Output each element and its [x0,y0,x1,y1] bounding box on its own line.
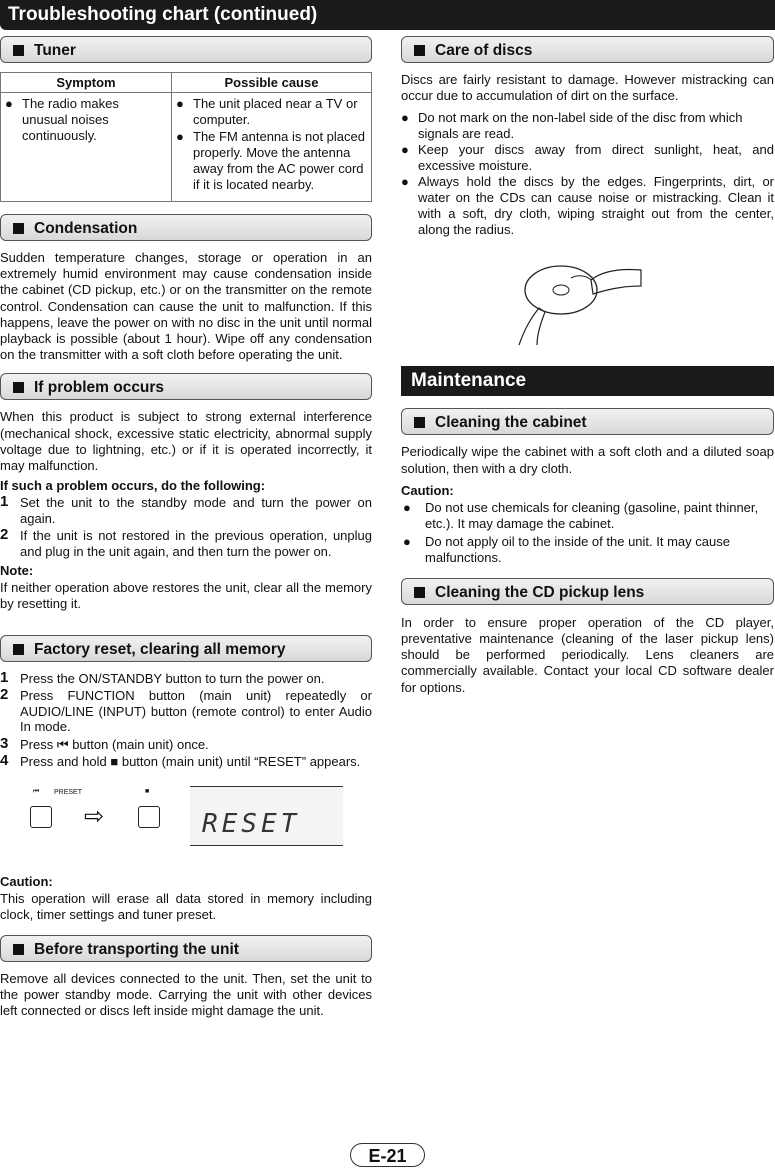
list-item: 2 Press FUNCTION button (main unit) repeatedly or AUDIO/LINE (INPUT) button (remote control) to enter Audio In mode. [0,686,372,735]
tuner-table [0,72,372,202]
factory-caution-text: This operation will erase all data stored in memory including clock, timer settings and tuner preset. [0,890,372,922]
left-column [0,36,372,1024]
page-number: E-21 [350,1143,425,1167]
condensation-heading: Condensation [0,214,372,241]
problem-subheading: If such a problem occurs, do the following: [0,478,266,494]
factory-heading: Factory reset, clearing all memory [0,635,372,662]
list-item: 2 If the unit is not restored in the previous operation, unplug and plug in the unit again, and then turn the power on. [0,526,372,559]
transport-heading: Before transporting the unit [0,935,372,962]
discs-intro: Discs are fairly resistant to damage. However mistracking can occur due to accumulation of dirt on the surface. [401,72,774,104]
preset-button [30,806,52,828]
factory-steps [0,668,372,770]
page-title: Troubleshooting chart (continued) [0,0,775,30]
discs-bullet-2: ● Keep your discs away from direct sunlight, heat, and excessive moisture. [401,142,774,174]
discs-bullet-3: ● Always hold the discs by the edges. Fingerprints, dirt, or water on the CDs can cause noise or mistracking. Clean it with a soft, dry cloth, wiping straight out from the center, along the radius. [401,174,774,238]
cause-1: ● The unit placed near a TV or computer. [176,96,367,128]
discs-bullet-1: ● Do not mark on the non-label side of the disc from which signals are read. [401,110,774,142]
lens-heading: Cleaning the CD pickup lens [401,578,774,605]
list-item: 1 Press the ON/STANDBY button to turn the power on. [0,668,325,686]
arrow-right-icon: ⇨ [84,802,105,830]
note-label: Note: [0,563,34,579]
tuner-heading: Tuner [0,36,372,63]
lens-text: In order to ensure proper operation of the CD player, preventative maintenance (cleaning of the laser pickup lens) should be performed periodically. Lens cleaners are commercially available. Contact your local CD software dealer for options. [401,614,774,695]
cabinet-caution-list [401,500,774,566]
list-item: 3 Press ⏮ button (main unit) once. [0,734,209,752]
preset-label: PRESET [54,788,83,796]
stop-icon: ■ [110,754,119,770]
right-column [401,36,774,700]
cabinet-heading: Cleaning the cabinet [401,408,774,435]
stop-button [138,806,160,828]
condensation-text: Sudden temperature changes, storage or operation in an extremely humid environment may cause condensation inside the cabinet (CD pickup, etc.) or on the transmitter on the remote control. Condensation can cause the unit to malfunction. If this happens, leave the power on with no disc in the unit until normal playback is possible (about 1 hour). Wipe off any condensation on the transmitter with a soft cloth before operating the unit. [0,250,372,363]
symptom-text: ● The radio makes unusual noises continuously. [5,96,167,144]
skip-back-icon: ⏮ [56,736,69,752]
list-item: ● Do not use chemicals for cleaning (gasoline, paint thinner, etc.). It may damage the cabinet. [401,500,774,532]
symptom-header: Symptom [1,73,172,93]
cabinet-text: Periodically wipe the cabinet with a soft cloth and a diluted soap solution, then with a dry cloth. [401,444,774,476]
skip-back-icon: ⏮ [33,787,40,795]
cause-header: Possible cause [172,73,372,93]
maintenance-heading: Maintenance [401,366,774,396]
cause-2: ● The FM antenna is not placed properly. Move the antenna away from the AC power cord if it is located nearby. [176,129,367,193]
lcd-display: RESET [190,786,343,846]
cabinet-caution-label: Caution: [401,482,454,498]
list-item: 1 Set the unit to the standby mode and turn the power on again. [0,493,372,526]
disc-cleaning-illustration [401,250,774,350]
reset-figure [0,784,372,864]
note-text: If neither operation above restores the unit, clear all the memory by resetting it. [0,580,372,612]
problem-steps [0,495,372,559]
list-item: ● Do not apply oil to the inside of the unit. It may cause malfunctions. [401,534,774,566]
stop-icon: ■ [145,787,150,795]
discs-heading: Care of discs [401,36,774,63]
problem-text: When this product is subject to strong external interference (mechanical shock, excessive static electricity, abnormal supply voltage due to lightning, etc.) or if it is operated incorrectly, it may malfunction. [0,409,372,474]
transport-text: Remove all devices connected to the unit. Then, set the unit to the power standby mode. Carrying the unit with other devices left connected or discs left inside might damage the unit. [0,971,372,1019]
list-item: 4 Press and hold ■ button (main unit) until “RESET” appears. [0,752,361,770]
factory-caution-label: Caution: [0,873,53,889]
problem-heading: If problem occurs [0,373,372,400]
